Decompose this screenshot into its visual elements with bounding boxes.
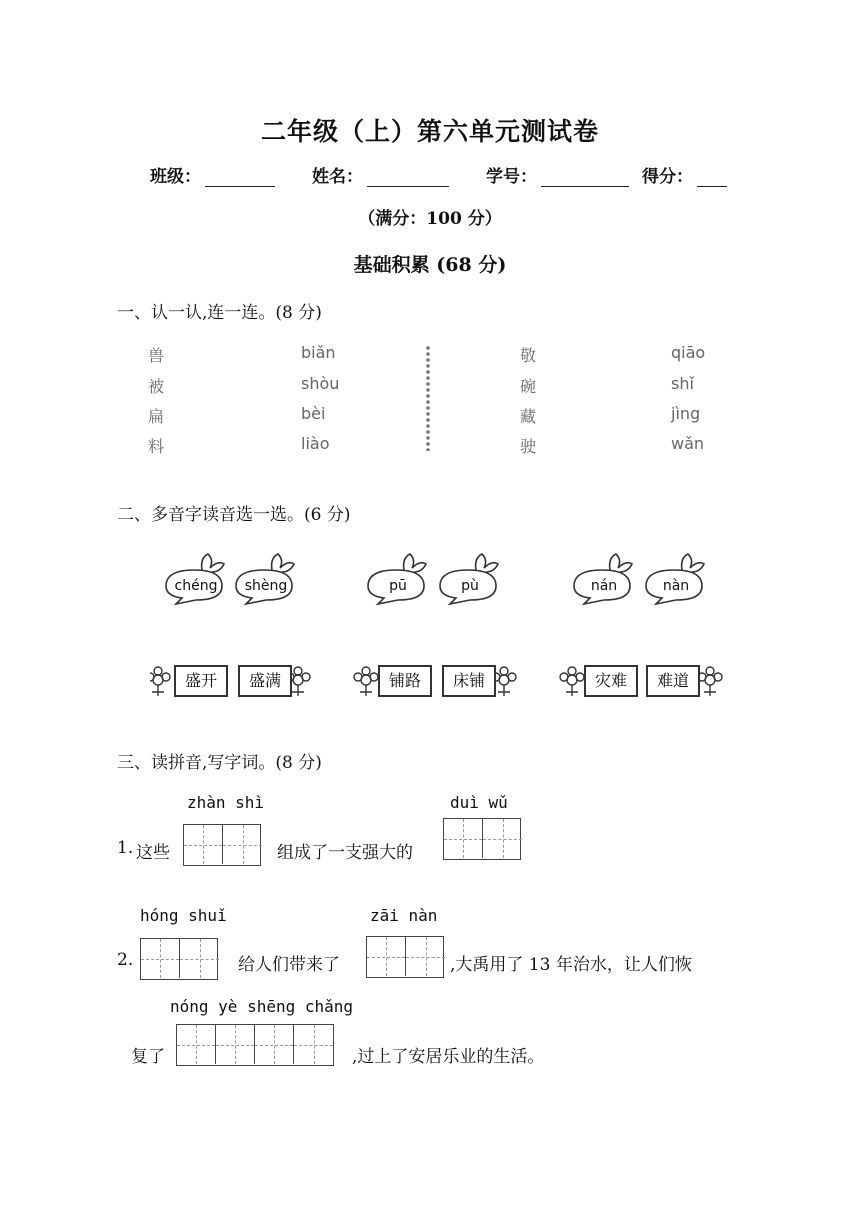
bubble-pinyin[interactable]: chéng [174,578,218,594]
word-card[interactable]: 盛开 [174,665,228,697]
class-blank[interactable] [205,168,275,187]
bubble-pinyin[interactable]: nán [590,578,618,594]
pinyin-hint: duì wǔ [450,793,508,812]
q1-left-char[interactable]: 兽 [148,346,165,365]
sentence-text: ,过上了安居乐业的生活。 [352,1047,545,1067]
pinyin-hint: zhàn shì [187,793,265,812]
sentence-text: 组成了一支强大的 [277,843,413,863]
class-label: 班级： [150,167,201,187]
score-label: 得分： [642,167,693,187]
q1-left-char[interactable]: 被 [148,377,165,396]
pinyin-hint: zāi nàn [370,906,438,925]
sentence-text: 给人们带来了 [238,955,340,975]
q1-title: 一、认一认,连一连。(8 分) [117,303,322,323]
answer-grid[interactable] [140,938,218,980]
class-field[interactable] [150,162,275,187]
number-field[interactable] [486,162,629,187]
sentence-text: ,大禹用了 13 年治水，让人们恢 [450,955,692,975]
word-card[interactable]: 铺路 [378,665,432,697]
answer-grid[interactable] [366,936,444,978]
q1-left-pinyin[interactable]: shòu [301,374,340,393]
name-label: 姓名： [312,167,363,187]
score-field[interactable] [642,162,727,187]
number-label: 学号： [486,167,537,187]
q1-right-char[interactable]: 敬 [520,346,537,365]
word-card[interactable]: 灾难 [584,665,638,697]
q1-right-pinyin[interactable]: qiāo [671,343,706,362]
sentence-number: 2. [117,950,134,970]
q1-right-char[interactable]: 驶 [520,437,537,456]
bubble-pinyin[interactable]: nàn [662,578,690,594]
q1-left-pinyin[interactable]: liào [301,434,330,453]
word-card[interactable]: 床铺 [442,665,496,697]
name-blank[interactable] [367,168,449,187]
answer-grid[interactable] [176,1024,334,1066]
pinyin-hint: nóng yè shēng chǎng [170,997,354,1016]
sentence-text: 这些 [136,843,170,863]
q1-left-pinyin[interactable]: biǎn [301,343,336,362]
dotted-divider [424,345,432,451]
bubble-pinyin[interactable]: shèng [244,578,288,594]
number-blank[interactable] [541,168,629,187]
q1-right-char[interactable]: 藏 [520,407,537,426]
q1-right-pinyin[interactable]: shǐ [671,374,694,393]
sentence-number: 1. [117,838,134,858]
answer-grid[interactable] [443,818,521,860]
pinyin-hint: hóng shuǐ [140,906,227,925]
q2-title: 二、多音字读音选一选。(6 分) [117,505,351,525]
q1-left-char[interactable]: 扁 [148,407,165,426]
bubble-pinyin[interactable]: pū [389,578,407,594]
page-title: 二年级（上）第六单元测试卷 [260,117,599,146]
q1-right-pinyin[interactable]: jìng [671,404,701,423]
full-score: （满分：100 分） [358,209,502,229]
q1-left-char[interactable]: 料 [148,437,165,456]
bubble-pinyin[interactable]: pù [461,578,479,594]
name-field[interactable] [312,162,449,187]
q1-left-pinyin[interactable]: bèi [301,404,326,423]
section-basic-title: 基础积累 (68 分) [353,254,507,276]
score-blank[interactable] [697,168,727,187]
q1-right-pinyin[interactable]: wǎn [671,434,705,453]
answer-grid[interactable] [183,824,261,866]
q1-right-char[interactable]: 碗 [520,377,537,396]
q3-title: 三、读拼音,写字词。(8 分) [117,753,322,773]
word-card[interactable]: 盛满 [238,665,292,697]
word-card[interactable]: 难道 [646,665,700,697]
sentence-text: 复了 [131,1047,165,1067]
